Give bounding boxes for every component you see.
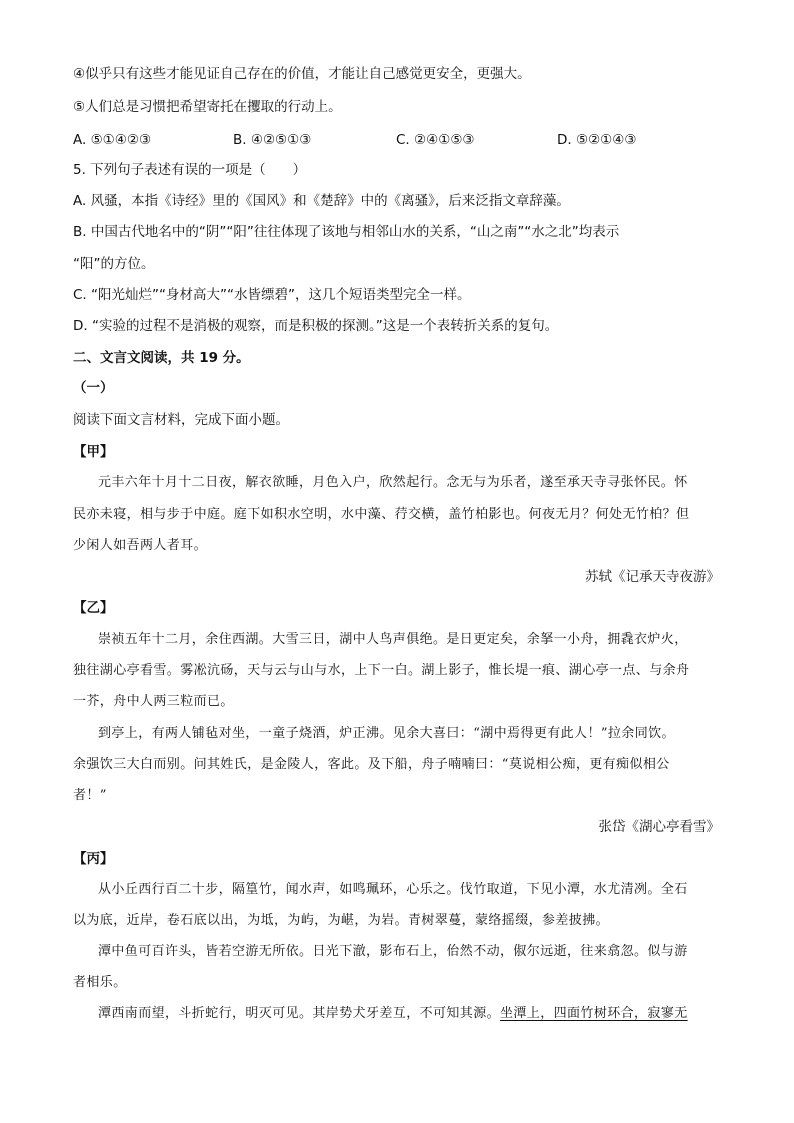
- q5-option-a: A. 风骚，本指《诗经》里的《国风》和《楚辞》中的《离骚》，后来泛指文章辞藻。: [73, 193, 570, 209]
- section-instruction: 阅读下面文言材料，完成下面小题。: [73, 412, 289, 428]
- q5-stem: 5. 下列句子表述有误的一项是（ ）: [73, 162, 307, 178]
- passage-jia-line: 民亦未寝，相与步于中庭。庭下如积水空明，水中藻、荇交横，盖竹柏影也。何夜无月？何处无竹柏？但: [73, 507, 690, 522]
- q5-option-c: C. “阳光灿烂”“身材高大”“水皆缥碧”，这几个短语类型完全一样。: [73, 287, 471, 303]
- passage-bing-last-line: [98, 1004, 688, 1024]
- passage-yi-source: 张岱《湖心亭看雪》: [598, 819, 720, 835]
- q5-option-b-line1: B. 中国古代地名中的“阴”“阳”往往体现了该地与相邻山水的关系，“山之南”“水之北”均表示: [73, 224, 620, 240]
- section-title: 二、文言文阅读，共 19 分。: [73, 350, 250, 366]
- passage-yi-line: 者！”: [73, 788, 107, 803]
- passage-bing-line: 以为底，近岸，卷石底以出，为坻，为屿，为嵁，为岩。青树翠蔓，蒙络摇缀，参差披拂。: [73, 913, 610, 928]
- q4-options: [73, 130, 733, 150]
- underlined-sentence: 坐潭上，四面竹树环合，寂寥无: [500, 1006, 688, 1021]
- passage-yi-line: 一芥，舟中人两三粒而已。: [73, 694, 234, 709]
- passage-yi-label: 【乙】: [73, 600, 114, 616]
- passage-bing-line: 潭中鱼可百许头，皆若空游无所依。日光下澈，影布石上，佁然不动，俶尔远逝，往来翕忽。似与游: [98, 944, 688, 959]
- passage-yi-line: 崇祯五年十二月，余住西湖。大雪三日，湖中人鸟声俱绝。是日更定矣，余拏一小舟，拥毳衣炉火，: [98, 632, 688, 647]
- q4-item-5: ⑤人们总是习惯把希望寄托在攫取的行动上。: [73, 99, 342, 115]
- passage-yi-line: 到亭上，有两人铺毡对坐，一童子烧酒，炉正沸。见余大喜曰：“湖中焉得更有此人！”拉余同饮。: [98, 726, 675, 741]
- q4-option-a: A. ⑤①④②③: [73, 132, 152, 148]
- q4-item-4: ④似乎只有这些才能见证自己存在的价值，才能让自己感觉更安全，更强大。: [73, 66, 531, 82]
- section-sub: （一）: [73, 380, 114, 396]
- passage-jia-line: 少闲人如吾两人者耳。: [73, 538, 208, 553]
- passage-bing-label: 【丙】: [73, 851, 114, 867]
- passage-jia-line: 元丰六年十月十二日夜，解衣欲睡，月色入户，欣然起行。念无与为乐者，遂至承天寺寻张怀民。怀: [98, 475, 688, 490]
- q4-option-d: D. ⑤②①④③: [557, 132, 637, 148]
- passage-jia-label: 【甲】: [73, 444, 114, 460]
- q5-option-d: D. “实验的过程不是消极的观察，而是积极的探测。”这是一个表转折关系的复句。: [73, 318, 559, 334]
- passage-jia-source: 苏轼《记承天寺夜游》: [585, 569, 720, 585]
- passage-bing-line: 者相乐。: [73, 975, 127, 990]
- passage-yi-line: 独往湖心亭看雪。雾凇沆砀，天与云与山与水，上下一白。湖上影子，惟长堤一痕、湖心亭一点、与余舟: [73, 663, 690, 678]
- q4-option-c: C. ②④①⑤③: [396, 132, 475, 148]
- passage-bing-line: 从小丘西行百二十步，隔篁竹，闻水声，如鸣珮环，心乐之。伐竹取道，下见小潭，水尤清冽。全石: [98, 882, 688, 897]
- q5-option-b-line2: “阳”的方位。: [73, 256, 155, 272]
- q4-option-b: B. ④②⑤①③: [233, 132, 312, 148]
- passage-bing-text: 潭西南而望，斗折蛇行，明灭可见。其岸势犬牙差互，不可知其源。: [98, 1006, 501, 1021]
- passage-yi-line: 余强饮三大白而别。问其姓氏，是金陵人，客此。及下船，舟子喃喃曰：“莫说相公痴，更有痴似相公: [73, 757, 670, 772]
